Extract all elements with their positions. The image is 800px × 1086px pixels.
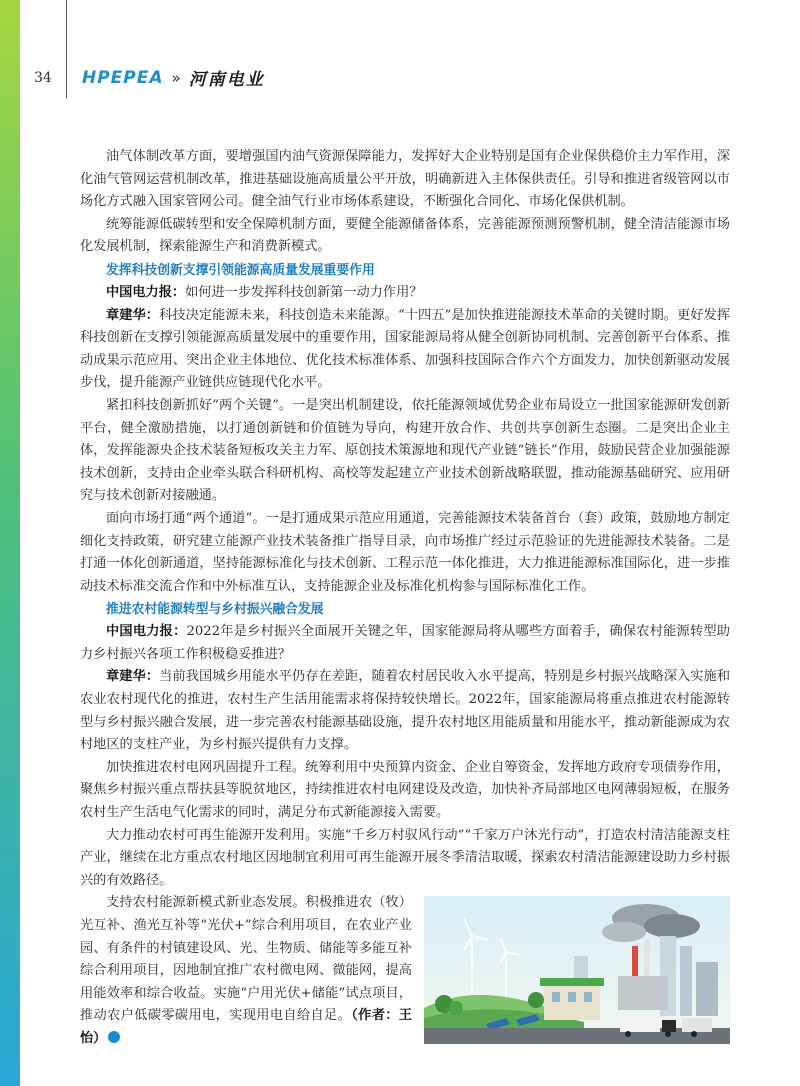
answer-rural-energy [80, 666, 730, 756]
logo-chinese-title: 河南电业 [188, 70, 265, 90]
author-byline: （作者：王怡） [80, 1008, 412, 1046]
interviewer-label: 中国电力报： [106, 624, 187, 640]
paragraph-two-channels: 面向市场打通“两个通道”。一是打通成果示范应用通道，完善能源技术装备首台（套）政策，鼓励地方制定细化支持政策，研究建立能源产业技术装备推广指导目录，向市场推广经过示范验证的先进能源技术装备。二是打通一体化创新通道，坚持能源标准化与技术创新、工程示范一体化推进，大力推进能源标准国际化，进一步推动技术标准交流合作和中外标准互认，支持能源企业及标准化机构参与国际标准化工作。 [80, 510, 730, 594]
paragraph-oil-gas-reform: 油气体制改革方面，要增强国内油气资源保障能力，发挥好大企业特别是国有企业保供稳价主力军作用，深化油气管网运营机制改革，推进基础设施高质量公平开放，明确新进入主体保供责任。引导和推进省级管网以市场化方式融入国家管网公司。健全油气行业市场体系建设，不断强化合同化、市场化保供机制。 [80, 149, 730, 210]
section-heading-rural-energy: 推进农村能源转型与乡村振兴融合发展 [106, 602, 324, 618]
logo-separator: » [171, 68, 181, 87]
end-of-article-icon [108, 1031, 120, 1043]
paragraph-two-keys: 紧扣科技创新抓好“两个关键”。一是突出机制建设，依托能源领域优势企业布局设立一批国家能源研发创新平台，健全激励措施，以打通创新链和价值链为导向，构建开放合作、共创共享创新生态圈。二是突出企业主体，发挥能源央企技术装备短板攻关主力军、原创技术策源地和现代产业链“链长”作用，鼓励民营企业加强能源技术创新，支持由企业牵头联合科研机构、高校等发起建立产业技术创新战略联盟，推动能源基础研究、应用研究与技术创新对接融通。 [80, 397, 730, 504]
question-tech-innovation [80, 282, 730, 305]
answer-text: 科技决定能源未来，科技创造未来能源。“十四五”是加快推进能源技术革命的关键时期。更好发挥科技创新在支撑引领能源高质量发展中的重要作用，国家能源局将从健全创新协同机制、完善创新平台体系、推动成果示范应用、突出企业主体地位、优化技术标准体系、加强科技国际合作六个方面发力，加快创新驱动发展步伐，提升能源产业链供应链现代化水平。 [80, 307, 731, 391]
logo-latin-text: HPEPEA [82, 67, 164, 88]
clean-energy-city-illustration [424, 896, 730, 1044]
question-text: 2022年是乡村振兴全面展开关键之年，国家能源局将从哪些方面着手，确保农村能源转型助力乡村振兴各项工作积极稳妥推进？ [80, 624, 730, 662]
answer-text: 当前我国城乡用能水平仍存在差距，随着农村居民收入水平提高，特别是乡村振兴战略深入实施和农业农村现代化的推进，农村生产生活用能需求将保持较快增长。2022年，国家能源局将重点推进农村能源转型与乡村振兴融合发展，进一步完善农村能源基础设施，提升农村地区用能质量和用能水平，推动新能源成为农村地区的支柱产业，为乡村振兴提供有力支撑。 [80, 669, 731, 753]
magazine-logo [82, 65, 265, 90]
header-divider [66, 0, 67, 98]
paragraph-rural-renewables: 大力推动农村可再生能源开发利用。实施“千乡万村驭风行动”“千家万户沐光行动”，打造农村清洁能源支柱产业，继续在北方重点农村地区因地制宜利用可再生能源开展冬季清洁取暖，探索农村清洁能源建设助力乡村振兴的有效路径。 [80, 827, 730, 888]
interviewee-label: 章建华： [106, 669, 160, 685]
question-text: 如何进一步发挥科技创新第一动力作用？ [185, 284, 423, 300]
paragraph-low-carbon-security: 统筹能源低碳转型和安全保障机制方面，要健全能源储备体系，完善能源预测预警机制，健全清洁能源市场化发展机制，探索能源生产和消费新模式。 [80, 216, 730, 255]
page-number: 34 [34, 70, 52, 86]
article-body [80, 146, 730, 1051]
illustration-svg [424, 896, 730, 1044]
decorative-side-gradient [0, 0, 20, 1086]
interviewer-label: 中国电力报： [106, 284, 186, 300]
section-heading-tech-innovation: 发挥科技创新支撑引领能源高质量发展重要作用 [106, 262, 375, 278]
answer-tech-innovation [80, 305, 730, 395]
paragraph-rural-grid: 加快推进农村电网巩固提升工程。统筹利用中央预算内资金、企业自筹资金，发挥地方政府专项债券作用，聚焦乡村振兴重点帮扶县等脱贫地区，持续推进农村电网建设及改造，加快补齐局部地区电网薄弱短板，在服务农村生产生活电气化需求的同时，满足分布式新能源接入需要。 [80, 759, 730, 821]
interviewee-label: 章建华： [106, 307, 160, 323]
question-rural-energy [80, 621, 730, 666]
paragraph-new-models-text: 支持农村能源新模式新业态发展。积极推进农（牧）光互补、渔光互补等“光伏+”综合利用项目，在农业产业园、有条件的村镇建设风、光、生物质、储能等多能互补综合利用项目，因地制宜推广农村微电网、微能网，提高用能效率和综合收益。实施“户用光伏+储能”试点项目，推动农户低碳零碳用电，实现用电自给自足。 [80, 895, 412, 1024]
